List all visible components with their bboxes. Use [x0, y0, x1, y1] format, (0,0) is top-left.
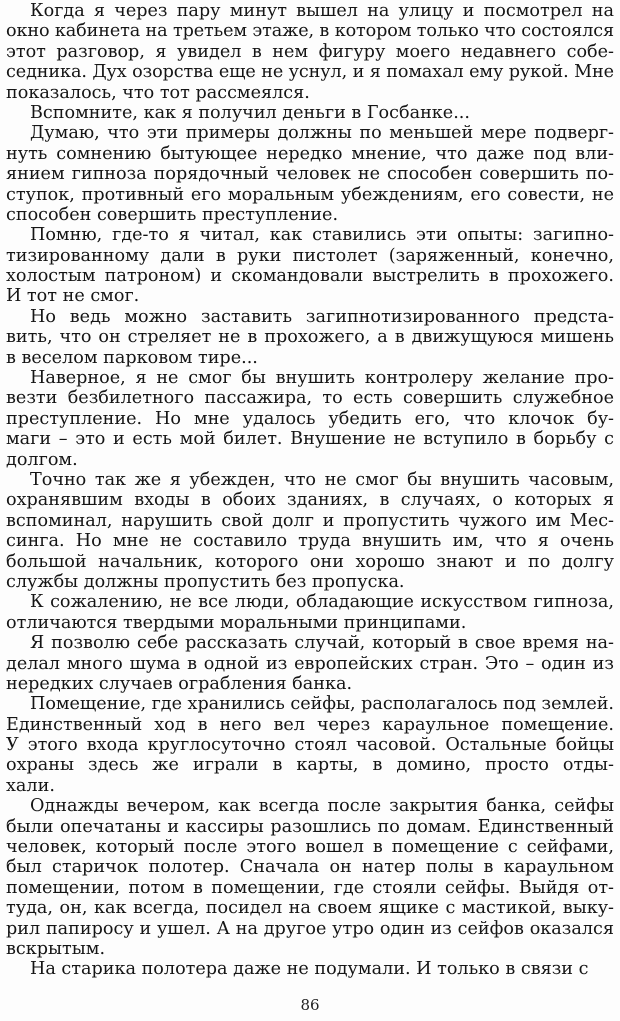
text-line: Помещение, где хранились сейфы, располагалось под землей.: [30, 694, 614, 715]
text-line: был старичок полотер. Сначала он натер полы в караульном: [6, 857, 614, 878]
text-line: вить, что он стреляет не в прохожего, а в движущуюся мишень: [6, 327, 614, 348]
text-line: долгом.: [6, 449, 78, 470]
text-line: большой начальник, которого они хорошо знают и по долгу: [6, 551, 614, 572]
text-line: ступок, противный его моральным убеждениям, его совести, не: [6, 184, 614, 205]
text-line: человек, который после этого вошел в помещение с сейфами,: [6, 837, 614, 858]
text-line: янием гипноза порядочный человек не способен совершить по-: [6, 164, 614, 185]
text-line: туда, он, как всегда, посидел на своем ящике с мастикой, выку-: [6, 898, 614, 919]
text-line: вскрытым.: [6, 938, 106, 959]
page-number: 86: [300, 996, 320, 1014]
text-line: маги – это и есть мой билет. Внушение не вступило в борьбу с: [6, 429, 614, 450]
text-line: На старика полотера даже не подумали. И только в связи с: [30, 959, 589, 980]
text-line: делал много шума в одной из европейских стран. Это – один из: [6, 653, 614, 674]
text-line: У этого входа круглосуточно стоял часовой. Остальные бойцы: [6, 735, 614, 756]
text-line: помещении, потом в помещении, где стояли сейфы. Выйдя от-: [6, 877, 614, 898]
text-line: рил папиросу и ушел. А на другое утро один из сейфов оказался: [6, 918, 614, 939]
text-line: показалось, что тот рассмеялся.: [6, 82, 310, 103]
text-line: хали.: [6, 775, 55, 796]
text-line: службы должны пропустить без пропуска.: [6, 571, 405, 592]
text-line: Помню, где-то я читал, как ставились эти опыты: загипно-: [30, 225, 614, 246]
text-line: охранявшим входы в обоих зданиях, в случаях, о которых я: [6, 490, 614, 511]
text-line: были опечатаны и кассиры разошлись по домам. Единственный: [6, 816, 614, 837]
text-line: седника. Дух озорства еще не уснул, и я помахал ему рукой. Мне: [6, 62, 614, 83]
text-line: холостым патроном) и скомандовали выстрелить в прохожего.: [6, 266, 614, 287]
text-line: Думаю, что эти примеры должны по меньшей мере подверг-: [30, 123, 614, 144]
text-line: Точно так же я убежден, что не смог бы внушить часовым,: [30, 469, 614, 490]
body-text: [6, 1, 614, 980]
text-line: способен совершить преступление.: [6, 204, 339, 225]
text-line: Наверное, я не смог бы внушить контролеру желание про-: [30, 368, 614, 389]
text-line: синга. Но мне не составило труда внушить им, что я очень: [6, 531, 614, 552]
text-line: отличаются твердыми моральными принципами.: [6, 612, 467, 633]
text-line: К сожалению, не все люди, обладающие искусством гипноза,: [30, 592, 614, 613]
text-line: этот разговор, я увидел в нем фигуру моего недавнего собе-: [6, 41, 614, 62]
text-line: Когда я через пару минут вышел на улицу и посмотрел на: [30, 1, 614, 21]
text-line: Единственный ход в него вел через караульное помещение.: [6, 714, 614, 735]
text-line: вспоминал, нарушить свой долг и пропустить чужого им Мес-: [6, 510, 614, 531]
text-line: охраны здесь же играли в карты, в домино, просто отды-: [6, 755, 614, 776]
text-line: нередких случаев ограбления банка.: [6, 673, 353, 694]
text-line: везти безбилетного пассажира, то есть совершить служебное: [6, 388, 614, 409]
text-line: в веселом парковом тире...: [6, 347, 258, 368]
text-line: Однажды вечером, как всегда после закрытия банка, сейфы: [30, 796, 614, 817]
text-line: Но ведь можно заставить загипнотизированного предста-: [30, 306, 614, 327]
text-line: преступление. Но мне удалось убедить его, что клочок бу-: [6, 408, 614, 429]
text-line: окно кабинета на третьем этаже, в котором только что состоялся: [6, 21, 614, 42]
text-line: нуть сомнению бытующее нередко мнение, что даже под вли-: [6, 143, 614, 164]
text-line: тизированному дали в руки пистолет (заряженный, конечно,: [6, 245, 614, 266]
text-line: И тот не смог.: [6, 286, 140, 307]
text-line: Вспомните, как я получил деньги в Госбанке...: [30, 102, 470, 123]
text-line: Я позволю себе рассказать случай, который в свое время на-: [30, 633, 614, 654]
